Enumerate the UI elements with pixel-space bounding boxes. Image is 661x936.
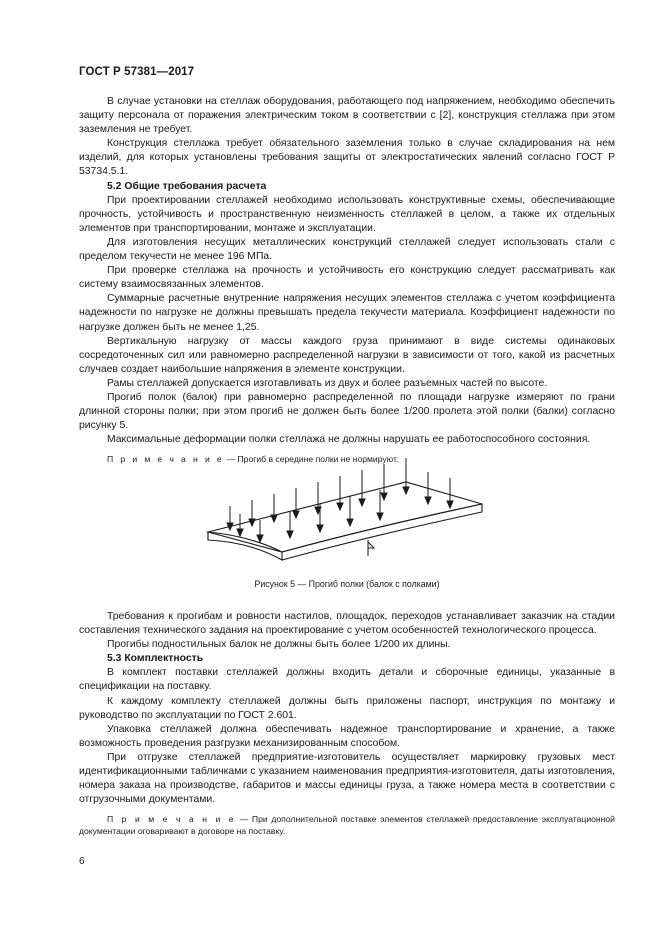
note-label: П р и м е ч а н и е [107,814,236,825]
note-documentation [79,813,615,837]
load-arrow [359,470,365,506]
deflection-marker [368,540,374,556]
note-label: П р и м е ч а н и е [107,454,225,465]
section-heading-5-3: 5.3 Комплектность [107,653,204,665]
section-heading-5-2: 5.2 Общие требования расчета [107,180,267,192]
paragraph-steel-yield: Для изготовления несущих металлических конструкций стеллажей следует использовать стали с пределом текучести не менее 196 МПа. [79,236,615,263]
load-arrow [403,458,409,494]
shelf-front-face [208,532,282,560]
load-arrow [257,520,263,542]
page-number: 6 [79,856,85,867]
shelf-top-surface [208,482,482,552]
paragraph-documentation: К каждому комплекту стеллажей должны быть приложены паспорт, инструкция по монтажу и руководство по эксплуатации по ГОСТ 2.601. [79,695,615,721]
paragraph-shelf-deflection: Прогиб полок (балок) при равномерно распределенной по площади нагрузке измеряют по грани длинной стороны полки; при этом прогиб не должен быть более 1/200 пролета этой полки (балки) согласно рисунку 5. [79,391,615,432]
load-arrow [337,476,343,510]
load-arrow [381,464,387,500]
paragraph-max-deformation: Максимальные деформации полки стеллажа не должны нарушать ее работоспособного состояния. [107,434,591,446]
text-section-bottom [79,610,615,837]
load-arrow [293,488,299,518]
load-arrow [447,478,453,508]
note-text: — Прогиб в середине полки не нормируют. [224,454,399,465]
load-arrows [227,458,453,542]
load-arrow [271,494,277,522]
paragraph-grounding: В случае установки на стеллаж оборудования, работающего под напряжением, необходимо обеспечить защиту персонала от поражения электрическим током в соответствии с [2], конструкция стеллажа при этом заземления не требует. [79,96,615,136]
paragraph-beam-deflection: Прогибы подностильных балок не должны быть более 1/200 их длины. [107,639,451,651]
note-text: — При дополнительной поставке элементов стеллажей предоставление эксплуатационной документации оговаривают в договоре на поставку. [79,814,615,837]
load-arrow [249,500,255,526]
figure-caption: Рисунок 5 — Прогиб полки (балок с полками) [254,579,440,589]
document-header: ГОСТ Р 57381—2017 [79,66,195,78]
paragraph-mandatory-grounding: Конструкция стеллажа требует обязательного заземления только в случае складирования на нем изделий, для которых установлены требования защиты от электростатических явлений согласно ГОСТ Р 53734.5.1. [79,138,615,178]
load-arrow [347,496,353,526]
figure-shelf-deflection [200,456,490,568]
text-section-top [79,95,615,465]
paragraph-design-schemes: При проектировании стеллажей необходимо использовать конструктивные схемы, обеспечивающие прочность, устойчивость и пространственную неизменность стеллажей в целом, а также их отдельных элементов при транспортировании, монтаже и эксплуатации. [79,194,615,234]
paragraph-flooring-requirements: Требования к прогибам и ровности настилов, площадок, переходов устанавливает заказчик на стадии составления технического задания на проектирование с учетом особенностей технологического процесса. [79,611,615,637]
paragraph-marking: При отгрузке стеллажей предприятие-изготовитель осуществляет маркировку грузовых мест идентификационными табличками с указанием наименования предприятия-изготовителя, даты изготовления, номера заказа на производстве, габаритов и массы единицы груза, а также номера места в соответствии с отгрузочными документами. [79,751,615,806]
paragraph-delivery-set: В комплект поставки стеллажей должны входить детали и сборочные единицы, указанные в спецификации на поставку. [79,667,615,693]
paragraph-vertical-load: Вертикальную нагрузку от массы каждого груза принимают в виде системы одинаковых сосредоточенных сил или равномерно распределенной нагрузки в зависимости от того, какой из расчетных случаев создает наибольшие напряжения в элементе конструкции. [79,335,615,375]
paragraph-strength-check: При проверке стеллажа на прочность и устойчивость его конструкцию следует рассматривать как систему взаимосвязанных элементов. [79,265,615,291]
shelf-side-face [282,504,482,560]
paragraph-packaging: Упаковка стеллажей должна обеспечивать надежное транспортирование и хранение, а также возможность проведения разгрузки механизированным способом. [79,723,615,749]
load-arrow [287,512,293,538]
paragraph-internal-stress: Суммарные расчетные внутренние напряжения несущих элементов стеллажа с учетом коэффициента надежности по нагрузке не должны превышать предела текучести материала. Коэффициент надежности по нагрузке должен быть не менее 1,25. [79,293,615,333]
paragraph-frames: Рамы стеллажей допускается изготавливать из двух и более разъемных частей по высоте. [107,377,548,389]
